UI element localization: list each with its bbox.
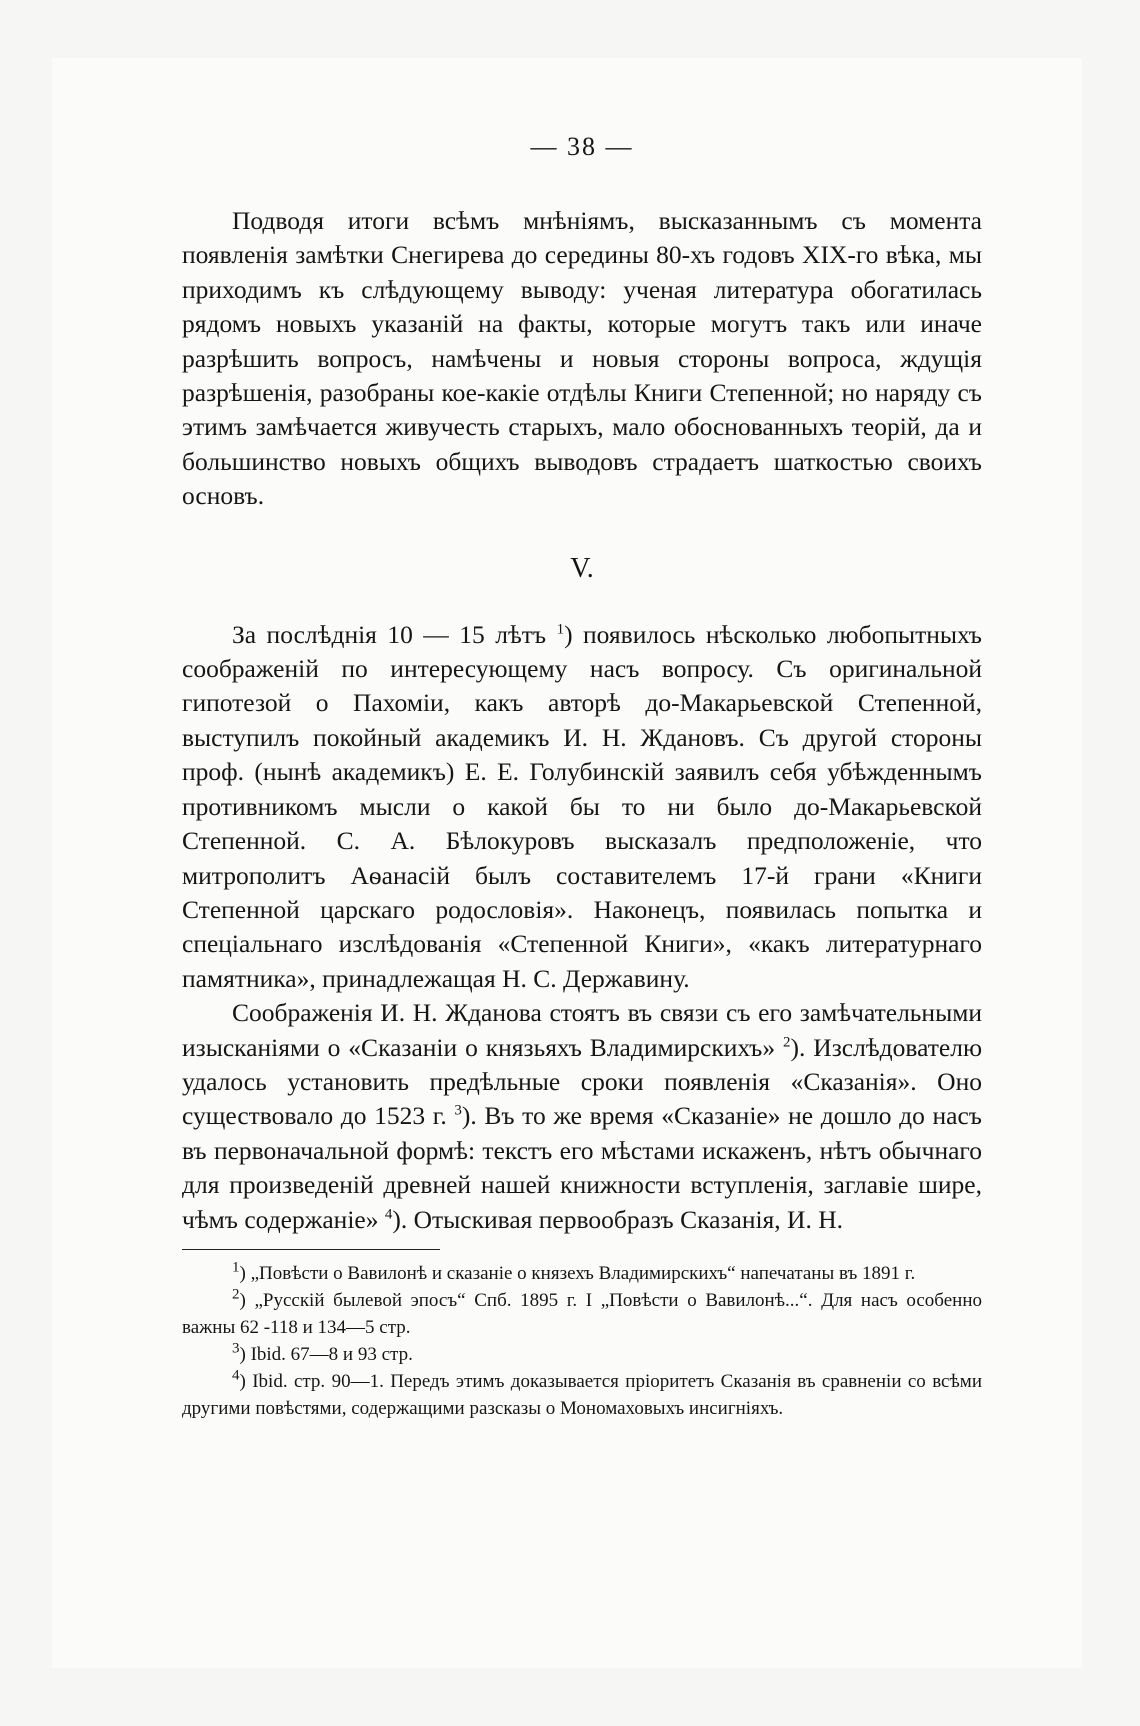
- para2-text-d: ). Отыскивая первообразъ Сказанія, И. Н.: [392, 1204, 843, 1234]
- para2-text-a: Соображенія И. Н. Жданова стоятъ въ связи съ его замѣчательными изысканіями о «Сказаніи о князьяхъ Владимирскихъ»: [182, 998, 982, 1062]
- footnote-text-1: ) „Повѣсти о Вавилонѣ и сказаніе о князехъ Владимирскихъ“ напечатаны въ 1891 г.: [239, 1262, 916, 1284]
- section-paragraph-2: [182, 996, 982, 1237]
- footnote-ref-3: 3: [454, 1102, 462, 1119]
- book-page: [182, 130, 982, 1422]
- footnote-mark-1: 1: [232, 1259, 240, 1276]
- footnote-2: [182, 1287, 982, 1341]
- footnote-ref-1: 1: [556, 621, 565, 638]
- footnote-text-3: ) Ibid. 67—8 и 93 стр.: [239, 1343, 413, 1365]
- footnote-3: [182, 1341, 982, 1368]
- para2-text-b: ). Изслѣдователю удалось установить предѣльные сроки появленія «Сказанія». Оно существовало до 1523 г.: [182, 1032, 982, 1131]
- footnotes: [182, 1260, 982, 1422]
- footnote-ref-4: 4: [384, 1206, 393, 1223]
- section-heading: V.: [570, 552, 594, 584]
- page-number: — 38 —: [530, 132, 634, 161]
- footnote-mark-3: 3: [232, 1340, 240, 1357]
- footnote-divider: [182, 1249, 440, 1250]
- footnote-text-4: ) Ibid. стр. 90—1. Передъ этимъ доказывается пріоритетъ Сказанія въ сравненіи со всѣми другими повѣстями, содержащими разсказы о Мономаховыхъ инсигніяхъ.: [182, 1370, 982, 1419]
- footnote-mark-2: 2: [232, 1286, 240, 1303]
- para1-text-rest: ) появилось нѣсколько любопытныхъ соображеній по интересующему насъ вопросу. Съ оригинальной гипотезой о Пахоміи, какъ авторѣ до-Макарьевской Степенной, выступилъ покойный академикъ И. Н. Ждановъ. Съ другой стороны проф. (нынѣ академикъ) Е. Е. Голубинскій заявилъ себя убѣжденнымъ противникомъ мысли о какой бы то ни было до-Макарьевской Степенной. С. А. Бѣлокуровъ высказалъ предположеніе, что митрополитъ Аѳанасій былъ составителемъ 17-й грани «Книги Степенной царскаго родословія». Наконецъ, появилась попытка и спеціальнаго изслѣдованія «Степенной Книги», «какъ литературнаго памятника», принадлежащая Н. С. Державину.: [182, 619, 982, 993]
- footnote-mark-4: 4: [232, 1367, 240, 1384]
- footnote-text-2: ) „Русскій былевой эпосъ“ Спб. 1895 г. I „Повѣсти о Вавилонѣ...“. Для насъ особенно важны 62 -118 и 134—5 стр.: [182, 1289, 982, 1338]
- footnote-4: [182, 1368, 982, 1422]
- footnote-ref-2: 2: [783, 1034, 791, 1051]
- footnote-1: [182, 1260, 982, 1287]
- intro-paragraph: Подводя итоги всѣмъ мнѣніямъ, высказаннымъ съ момента появленія замѣтки Снегирева до середины 80-хъ годовъ XIX-го вѣка, мы приходимъ къ слѣдующему выводу: ученая литература обогатилась рядомъ новыхъ указаній на факты, которые могутъ такъ или иначе разрѣшить вопросъ, намѣчены и новыя стороны вопроса, ждущія разрѣшенія, разобраны кое-какіе отдѣлы Книги Степенной; но наряду съ этимъ замѣчается живучесть старыхъ, мало обоснованныхъ теорій, да и большинство новыхъ общихъ выводовъ страдаетъ шаткостью своихъ основъ.: [182, 206, 982, 511]
- section-paragraph-1: [182, 618, 982, 996]
- para1-text-start: За послѣднія 10 — 15 лѣтъ: [232, 619, 547, 649]
- para2-text-c: ). Въ то же время «Сказаніе» не дошло до насъ въ первоначальной формѣ: текстъ его мѣстами искаженъ, нѣтъ обычнаго для произведеній древней нашей книжности вступленія, заглавіе шире, чѣмъ содержаніе»: [182, 1101, 982, 1234]
